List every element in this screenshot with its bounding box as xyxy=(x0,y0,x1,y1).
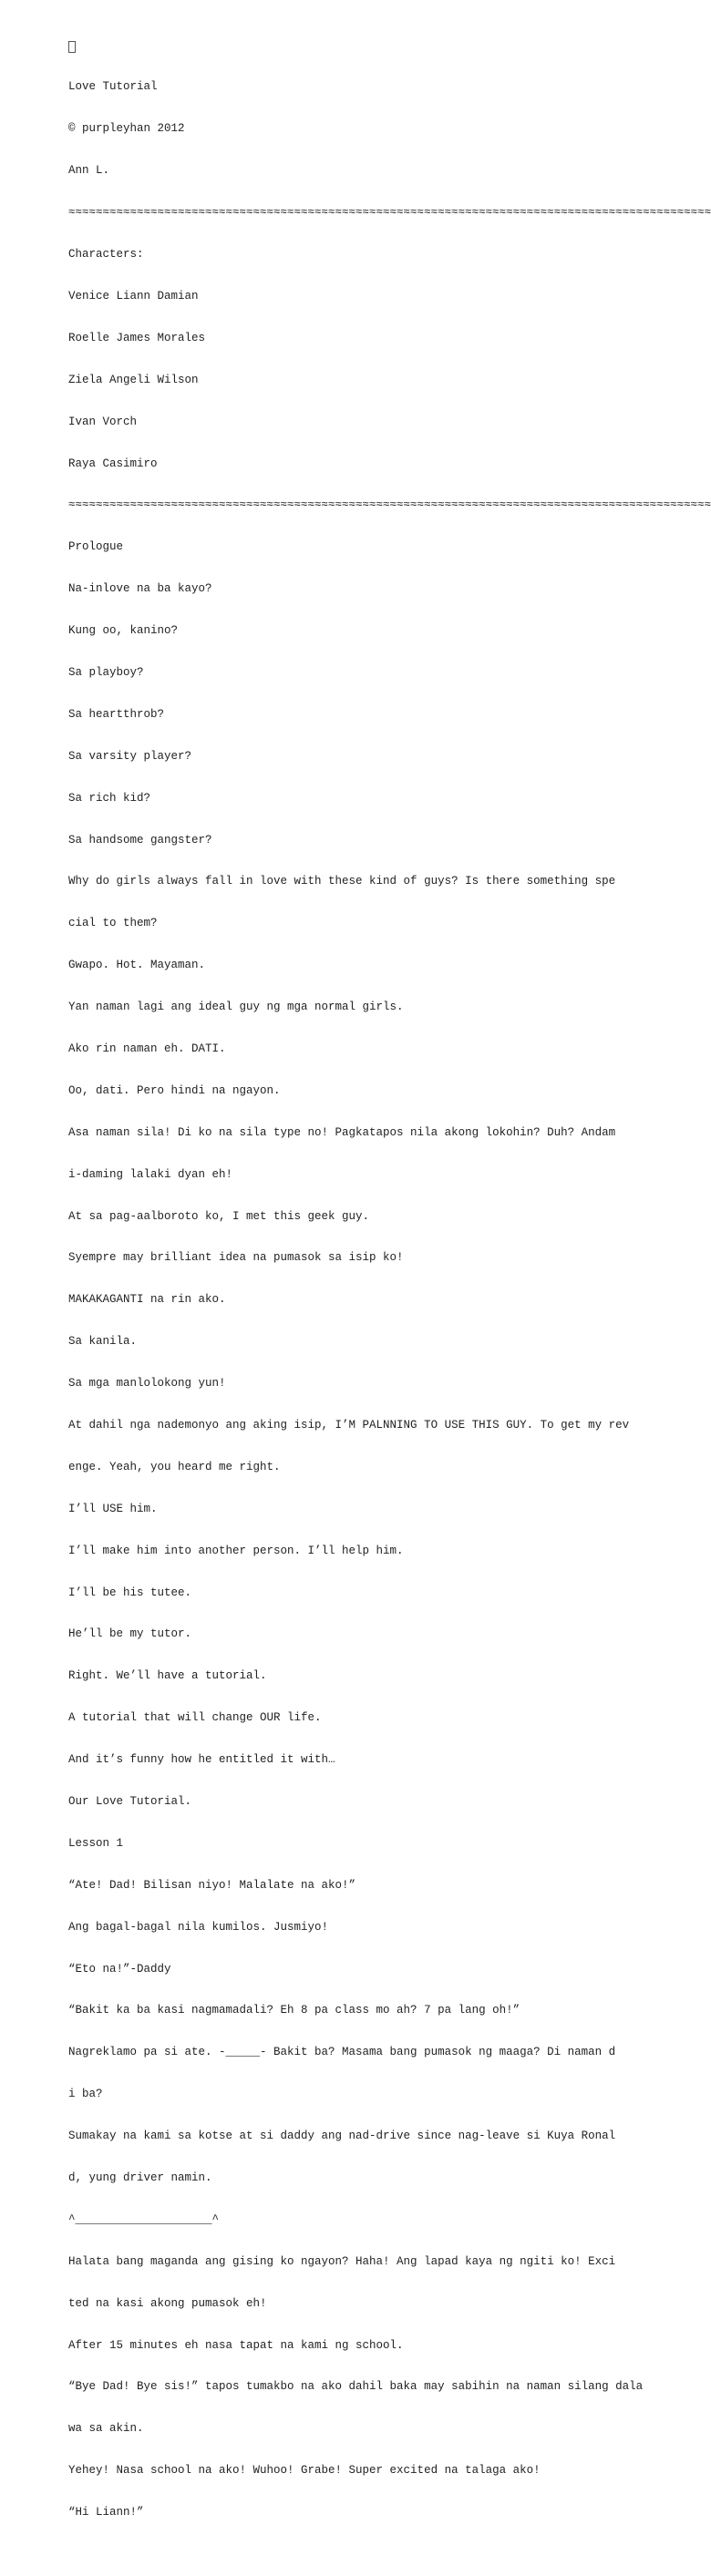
text-line: I’ll be his tutee. xyxy=(68,1586,192,1599)
text-line: Oo, dati. Pero hindi na ngayon. xyxy=(68,1083,281,1097)
text-line: Gwapo. Hot. Mayaman. xyxy=(68,959,206,972)
text-line: Ako rin naman eh. DATI. xyxy=(68,1042,226,1055)
missing-glyph-icon xyxy=(68,39,700,53)
missing-glyph-box xyxy=(68,41,76,53)
text-line: wa sa akin. xyxy=(68,2422,144,2436)
text-line: Sa handsome gangster? xyxy=(68,833,212,847)
text-line: Ang bagal-bagal nila kumilos. Jusmiyo! xyxy=(68,1920,329,1934)
prologue-heading: Prologue xyxy=(68,540,124,554)
text-line: Nagreklamo pa si ate. -_____- Bakit ba? Masama bang pumasok ng maaga? Di naman d xyxy=(68,2046,616,2059)
text-line: A tutorial that will change OUR life. xyxy=(68,1711,322,1725)
text-line: After 15 minutes eh nasa tapat na kami ng school. xyxy=(68,2338,404,2352)
lesson-heading: Lesson 1 xyxy=(68,1836,124,1850)
text-line: Kung oo, kanino? xyxy=(68,624,179,638)
text-line: ^____________________^ xyxy=(68,2212,220,2226)
doc-copyright: © purpleyhan 2012 xyxy=(68,122,185,136)
text-line: cial to them? xyxy=(68,917,158,930)
text-line: i ba? xyxy=(68,2088,103,2101)
doc-title: Love Tutorial xyxy=(68,80,158,94)
text-line: MAKAKAGANTI na rin ako. xyxy=(68,1293,226,1307)
text-line: Na-inlove na ba kayo? xyxy=(68,582,212,596)
separator-line: ≈≈≈≈≈≈≈≈≈≈≈≈≈≈≈≈≈≈≈≈≈≈≈≈≈≈≈≈≈≈≈≈≈≈≈≈≈≈≈≈≈≈≈≈≈≈≈≈≈≈≈≈≈≈≈≈≈≈≈≈≈≈≈≈≈≈≈≈≈≈≈≈≈≈≈≈≈≈≈≈≈≈≈≈≈≈≈≈≈≈≈≈≈≈ xyxy=(68,498,711,512)
text-line: Asa naman sila! Di ko na sila type no! Pagkatapos nila akong lokohin? Duh? Andam xyxy=(68,1125,616,1139)
text-line: d, yung driver namin. xyxy=(68,2171,212,2185)
text-line: enge. Yeah, you heard me right. xyxy=(68,1460,281,1473)
text-line: At sa pag-aalboroto ko, I met this geek guy. xyxy=(68,1209,370,1223)
text-line: And it’s funny how he entitled it with… xyxy=(68,1753,335,1767)
document-text xyxy=(68,11,711,2576)
text-line: Our Love Tutorial. xyxy=(68,1795,192,1808)
text-line: Sa heartthrob? xyxy=(68,707,165,721)
text-line: “Eto na!”-Daddy xyxy=(68,1962,171,1976)
text-line: Sa varsity player? xyxy=(68,749,192,763)
text-line: ted na kasi akong pumasok eh! xyxy=(68,2296,267,2310)
text-line: “Bakit ka ba kasi nagmamadali? Eh 8 pa class mo ah? 7 pa lang oh!” xyxy=(68,2004,520,2017)
character-name: Ziela Angeli Wilson xyxy=(68,373,199,386)
text-line: Yan naman lagi ang ideal guy ng mga normal girls. xyxy=(68,1001,404,1014)
text-line: Right. We’ll have a tutorial. xyxy=(68,1669,267,1683)
text-line: Sa mga manlolokong yun! xyxy=(68,1377,226,1391)
separator-line: ≈≈≈≈≈≈≈≈≈≈≈≈≈≈≈≈≈≈≈≈≈≈≈≈≈≈≈≈≈≈≈≈≈≈≈≈≈≈≈≈≈≈≈≈≈≈≈≈≈≈≈≈≈≈≈≈≈≈≈≈≈≈≈≈≈≈≈≈≈≈≈≈≈≈≈≈≈≈≈≈≈≈≈≈≈≈≈≈≈≈≈≈≈≈ xyxy=(68,206,711,220)
text-line: He’ll be my tutor. xyxy=(68,1627,192,1641)
text-line: I’ll make him into another person. I’ll help him. xyxy=(68,1544,404,1557)
doc-author: Ann L. xyxy=(68,164,110,178)
text-line: Sa playboy? xyxy=(68,665,144,679)
text-line: Halata bang maganda ang gising ko ngayon? Haha! Ang lapad kaya ng ngiti ko! Exci xyxy=(68,2254,616,2268)
text-line: At dahil nga nademonyo ang aking isip, I’M PALNNING TO USE THIS GUY. To get my rev xyxy=(68,1418,630,1432)
character-name: Roelle James Morales xyxy=(68,331,206,344)
text-line: Syempre may brilliant idea na pumasok sa isip ko! xyxy=(68,1251,404,1265)
character-name: Ivan Vorch xyxy=(68,415,138,428)
text-line: “Ate! Dad! Bilisan niyo! Malalate na ako!” xyxy=(68,1878,356,1892)
text-line: i-daming lalaki dyan eh! xyxy=(68,1167,233,1181)
text-line: “Bye Dad! Bye sis!” tapos tumakbo na ako dahil baka may sabihin na naman silang dala xyxy=(68,2380,644,2394)
characters-heading: Characters: xyxy=(68,248,144,262)
text-line: “Hi Liann!” xyxy=(68,2506,144,2520)
text-line: Sa kanila. xyxy=(68,1335,138,1349)
character-name: Venice Liann Damian xyxy=(68,289,199,303)
text-line: Yehey! Nasa school na ako! Wuhoo! Grabe! Super excited na talaga ako! xyxy=(68,2464,541,2478)
text-line: Sa rich kid? xyxy=(68,791,151,805)
text-line: Sumakay na kami sa kotse at si daddy ang nad-drive since nag-leave si Kuya Ronal xyxy=(68,2130,616,2143)
text-line: Why do girls always fall in love with these kind of guys? Is there something spe xyxy=(68,875,616,888)
text-line: I’ll USE him. xyxy=(68,1502,158,1515)
text-line xyxy=(68,2548,700,2561)
character-name: Raya Casimiro xyxy=(68,457,158,470)
